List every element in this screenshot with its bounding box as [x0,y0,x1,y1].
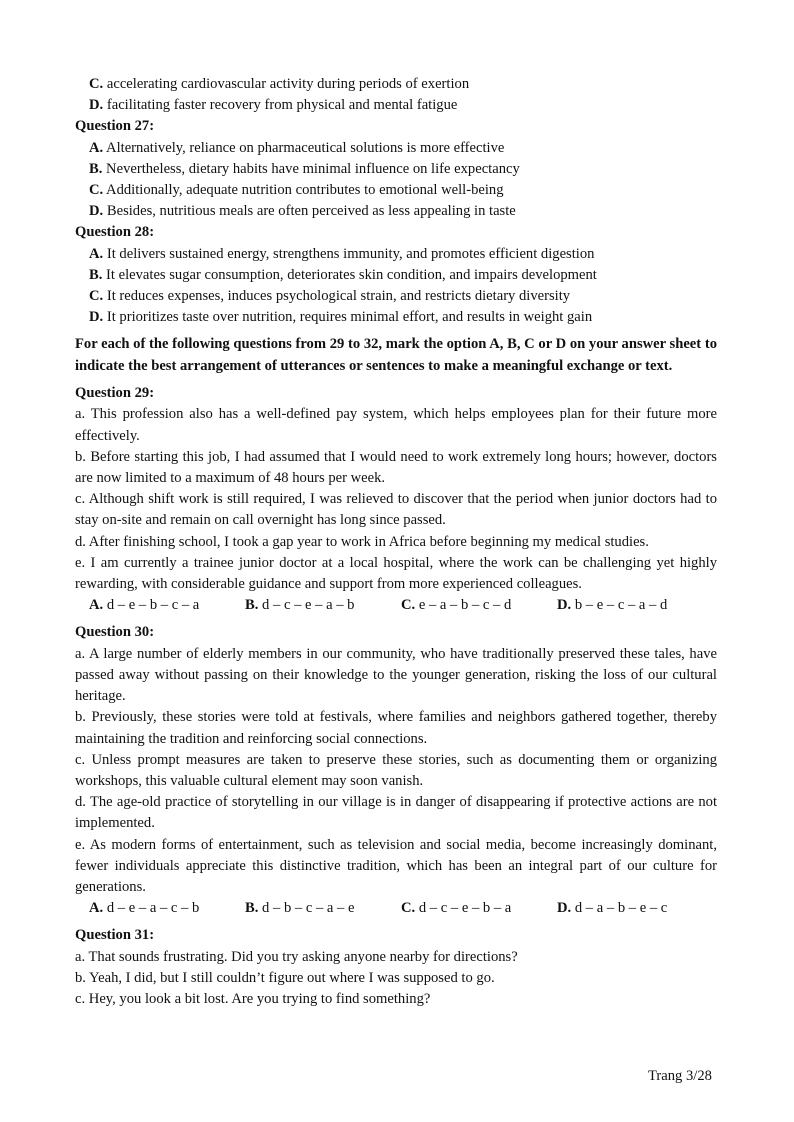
q27-option-c: C. Additionally, adequate nutrition contributes to emotional well-being [89,182,504,199]
q29-choices [75,595,717,616]
q30-choice-d[interactable]: D. d – a – b – e – c [557,900,668,917]
q29-item-a: a. This profession also has a well-defined pay system, which helps employees plan for their future more effectively. [75,406,717,444]
option-text: facilitating faster recovery from physical and mental fatigue [106,97,458,114]
question-27-title: Question 27: [75,118,155,135]
q31-item-a: a. That sounds frustrating. Did you try asking anyone nearby for directions? [75,948,518,965]
q29-choice-c[interactable]: C. e – a – b – c – d [401,597,512,614]
q27-option-a: A. Alternatively, reliance on pharmaceutical solutions is more effective [89,139,505,156]
q29-item-c: c. Although shift work is still required, I was relieved to discover that the period when junior doctors had to stay on-site and remain on call overnight has long since passed. [75,491,717,529]
q26-option-c: C. accelerating cardiovascular activity during periods of exertion [89,76,470,92]
q28-option-b: B. It elevates sugar consumption, deteriorates skin condition, and impairs development [89,266,597,283]
q29-choice-a[interactable]: A. d – e – b – c – a [89,597,200,614]
q29-item-e: e. I am currently a trainee junior doctor at a local hospital, where the work can be challenging yet highly rewarding, with considerable guidance and support from more experienced colleagues. [75,554,717,593]
q30-item-c: c. Unless prompt measures are taken to preserve these stories, such as documenting them or organizing workshops, this valuable cultural element may soon vanish. [75,751,717,789]
q29-item-d: d. After finishing school, I took a gap year to work in Africa before beginning my medical studies. [75,533,649,550]
q27-option-b: B. Nevertheless, dietary habits have minimal influence on life expectancy [89,160,520,177]
q30-item-e: e. As modern forms of entertainment, such as television and social media, become increasingly dominant, fewer individuals appreciate this distinctive tradition, which has been an integral part of our culture for generations. [75,836,717,895]
q26-option-d: D. facilitating faster recovery from physical and mental fatigue [89,97,458,114]
page-content [75,74,717,1010]
q30-choices [75,898,717,919]
q31-item-b: b. Yeah, I did, but I still couldn’t figure out where I was supposed to go. [75,969,495,986]
q27-option-d: D. Besides, nutritious meals are often perceived as less appealing in taste [89,203,516,220]
question-31-title: Question 31: [75,927,155,944]
option-text: accelerating cardiovascular activity during periods of exertion [106,76,470,92]
q29-choice-d[interactable]: D. b – e – c – a – d [557,597,668,614]
q28-option-a: A. It delivers sustained energy, strengthens immunity, and promotes efficient digestion [89,245,595,262]
q30-item-a: a. A large number of elderly members in our community, who have traditionally preserved these tales, have passed away without passing on their knowledge to the younger generation, risking the loss of our cultural heritage. [75,645,717,705]
q30-item-d: d. The age-old practice of storytelling in our village is in danger of disappearing if protective actions are not implemented. [75,794,717,832]
q31-item-c: c. Hey, you look a bit lost. Are you trying to find something? [75,990,431,1007]
q28-option-d: D. It prioritizes taste over nutrition, requires minimal effort, and results in weight gain [89,309,593,326]
question-29-title: Question 29: [75,385,155,402]
question-28-title: Question 28: [75,224,155,241]
q30-choice-c[interactable]: C. d – c – e – b – a [401,900,512,917]
section-instruction: For each of the following questions from 29 to 32, mark the option A, B, C or D on your answer sheet to indicate the best arrangement of utterances or sentences to make a meaningful exchange or text. [75,336,717,374]
q30-choice-b[interactable]: B. d – b – c – a – e [245,900,355,917]
page-number: Trang 3/28 [648,1068,712,1084]
q30-choice-a[interactable]: A. d – e – a – c – b [89,900,200,917]
q28-option-c: C. It reduces expenses, induces psychological strain, and restricts dietary diversity [89,288,571,305]
q29-choice-b[interactable]: B. d – c – e – a – b [245,597,355,614]
q30-item-b: b. Previously, these stories were told at festivals, where families and neighbors gathered together, thereby maintaining the tradition and reinforcing social connections. [75,709,717,747]
question-30-title: Question 30: [75,624,155,641]
q29-item-b: b. Before starting this job, I had assumed that I would need to work extremely long hours; however, doctors are now limited to a maximum of 48 hours per week. [75,448,717,487]
